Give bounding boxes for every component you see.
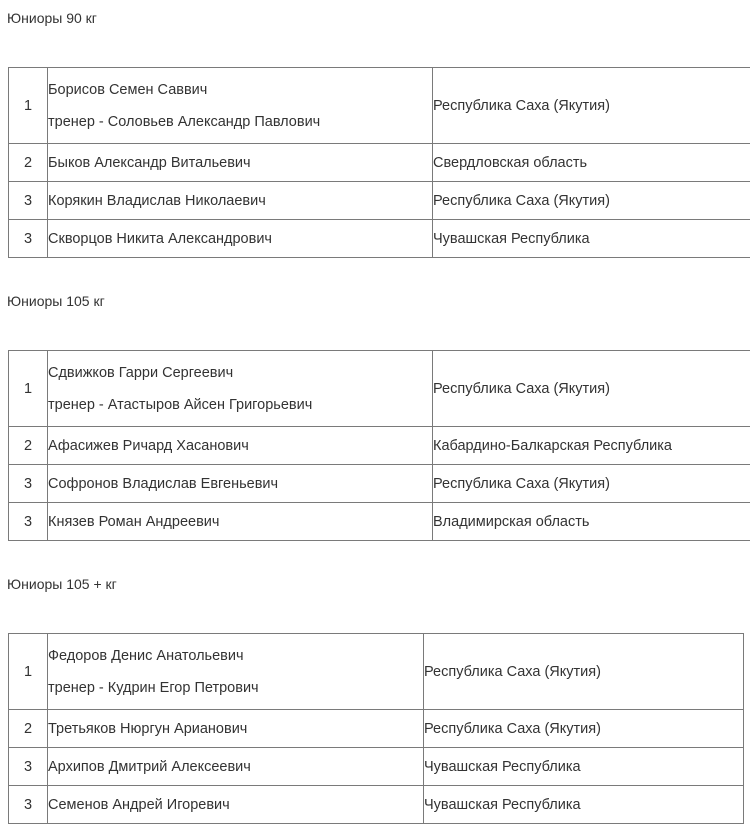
table-row xyxy=(9,634,744,710)
region-cell: Республика Саха (Якутия) xyxy=(433,68,750,144)
athlete-cell: Афасижев Ричард Хасанович xyxy=(48,427,433,465)
table-row xyxy=(9,68,750,144)
place-cell: 3 xyxy=(9,503,48,541)
table-row xyxy=(9,786,744,824)
coach-name: тренер - Атастыров Айсен Григорьевич xyxy=(48,396,313,413)
coach-name: тренер - Кудрин Егор Петрович xyxy=(48,679,259,696)
athlete-cell: Семенов Андрей Игоревич xyxy=(48,786,424,824)
region-cell: Владимирская область xyxy=(433,503,750,541)
section-title-juniors-90: Юниоры 90 кг xyxy=(7,10,97,26)
section-title-juniors-105-plus: Юниоры 105 + кг xyxy=(7,576,117,592)
table-row xyxy=(9,427,750,465)
region-cell: Чувашская Республика xyxy=(424,786,744,824)
place-cell: 3 xyxy=(9,220,48,258)
place-cell: 2 xyxy=(9,144,48,182)
coach-name: тренер - Соловьев Александр Павлович xyxy=(48,113,321,130)
athlete-cell xyxy=(48,634,424,710)
place-cell: 1 xyxy=(9,351,48,427)
place-cell: 2 xyxy=(9,710,48,748)
athlete-cell: Быков Александр Витальевич xyxy=(48,144,433,182)
place-cell: 3 xyxy=(9,748,48,786)
results-table-juniors-105-plus xyxy=(8,633,744,824)
region-cell: Чувашская Республика xyxy=(433,220,750,258)
place-cell: 1 xyxy=(9,68,48,144)
place-cell: 3 xyxy=(9,182,48,220)
athlete-cell: Скворцов Никита Александрович xyxy=(48,220,433,258)
table-row xyxy=(9,220,750,258)
region-cell: Республика Саха (Якутия) xyxy=(424,710,744,748)
region-cell: Свердловская область xyxy=(433,144,750,182)
region-cell: Республика Саха (Якутия) xyxy=(433,351,750,427)
place-cell: 1 xyxy=(9,634,48,710)
table-row xyxy=(9,465,750,503)
table-row xyxy=(9,748,744,786)
region-cell: Республика Саха (Якутия) xyxy=(424,634,744,710)
athlete-cell: Третьяков Нюргун Арианович xyxy=(48,710,424,748)
athlete-cell: Софронов Владислав Евгеньевич xyxy=(48,465,433,503)
athlete-cell: Корякин Владислав Николаевич xyxy=(48,182,433,220)
table-row xyxy=(9,351,750,427)
table-row xyxy=(9,182,750,220)
athlete-name: Сдвижков Гарри Сергеевич xyxy=(48,364,234,381)
place-cell: 3 xyxy=(9,786,48,824)
region-cell: Республика Саха (Якутия) xyxy=(433,182,750,220)
region-cell: Республика Саха (Якутия) xyxy=(433,465,750,503)
athlete-name: Борисов Семен Саввич xyxy=(48,81,208,98)
place-cell: 2 xyxy=(9,427,48,465)
results-table-juniors-90 xyxy=(8,67,750,258)
athlete-cell xyxy=(48,68,433,144)
table-row xyxy=(9,503,750,541)
place-cell: 3 xyxy=(9,465,48,503)
table-row xyxy=(9,710,744,748)
region-cell: Чувашская Республика xyxy=(424,748,744,786)
table-row xyxy=(9,144,750,182)
athlete-cell: Архипов Дмитрий Алексеевич xyxy=(48,748,424,786)
athlete-cell xyxy=(48,351,433,427)
athlete-name: Федоров Денис Анатольевич xyxy=(48,647,244,664)
region-cell: Кабардино-Балкарская Республика xyxy=(433,427,750,465)
athlete-cell: Князев Роман Андреевич xyxy=(48,503,433,541)
results-table-juniors-105 xyxy=(8,350,750,541)
section-title-juniors-105: Юниоры 105 кг xyxy=(7,293,105,309)
